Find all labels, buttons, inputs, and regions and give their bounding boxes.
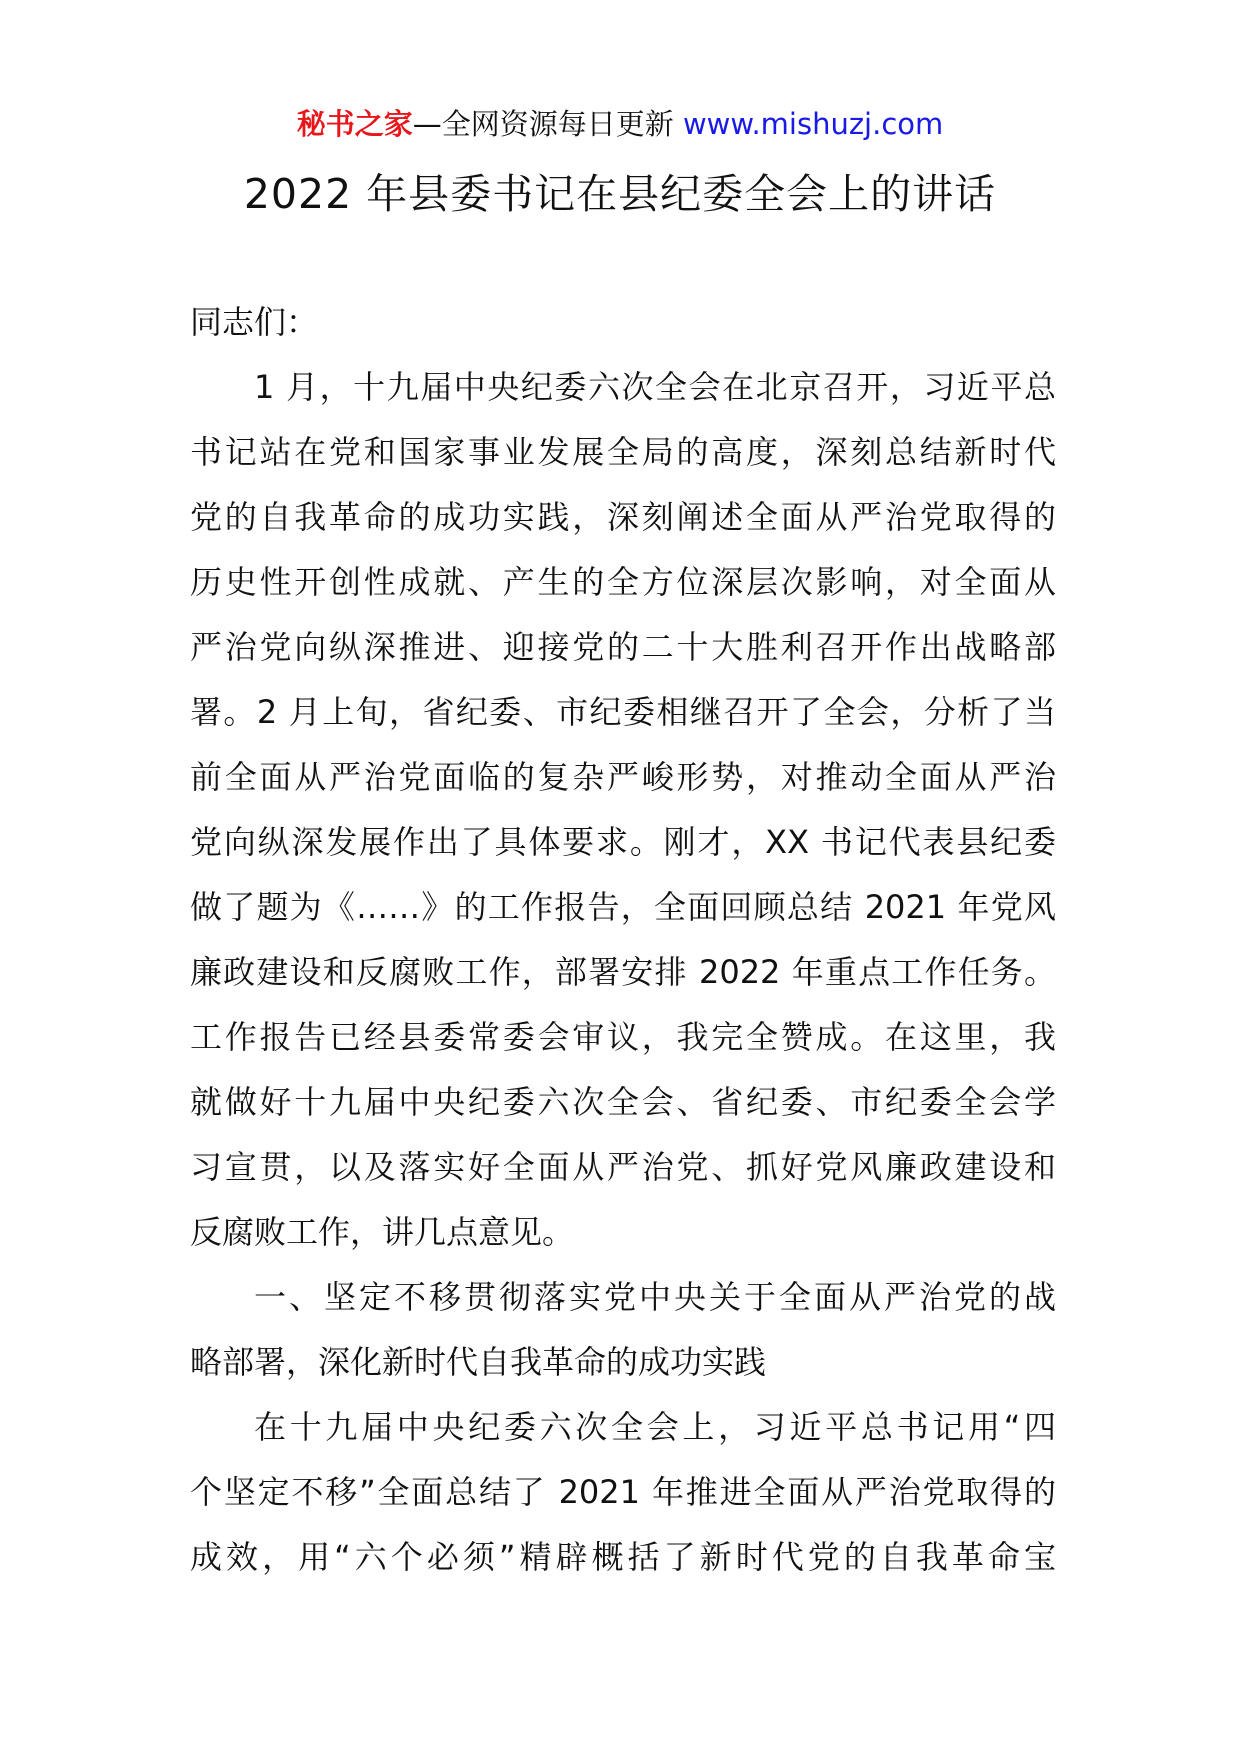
- paragraph-line: 就做好十九届中央纪委六次全会、省纪委、市纪委全会学: [190, 1083, 1056, 1121]
- paragraph-line: 廉政建设和反腐败工作，部署安排 2022 年重点工作任务。: [190, 953, 1056, 991]
- paragraph-line: 反腐败工作，讲几点意见。: [190, 1213, 575, 1251]
- site-brand: 秘书之家: [296, 107, 413, 141]
- paragraph-line: 成效，用“六个必须”精辟概括了新时代党的自我革命宝: [190, 1538, 1056, 1576]
- paragraph-line: 前全面从严治党面临的复杂严峻形势，对推动全面从严治: [190, 758, 1056, 796]
- paragraph-line: 工作报告已经县委常委会审议，我完全赞成。在这里，我: [190, 1018, 1056, 1056]
- paragraph-line: 做了题为《……》的工作报告，全面回顾总结 2021 年党风: [190, 888, 1056, 926]
- paragraph-line: 党向纵深发展作出了具体要求。刚才，XX 书记代表县纪委: [190, 823, 1056, 861]
- paragraph-line: 在十九届中央纪委六次全会上，习近平总书记用“四: [254, 1408, 1056, 1446]
- site-url-link[interactable]: www.mishuzj.com: [682, 107, 944, 141]
- heading-line: 一、坚定不移贯彻落实党中央关于全面从严治党的战: [254, 1278, 1056, 1316]
- paragraph-line: 书记站在党和国家事业发展全局的高度，深刻总结新时代: [190, 433, 1056, 471]
- paragraph-line: 历史性开创性成就、产生的全方位深层次影响，对全面从: [190, 563, 1056, 601]
- greeting: 同志们：: [190, 303, 319, 341]
- site-header: [0, 104, 1240, 144]
- paragraph-1: [190, 355, 1056, 1265]
- heading-line: 略部署，深化新时代自我革命的成功实践: [190, 1343, 767, 1381]
- paragraph-line: 1 月，十九届中央纪委六次全会在北京召开，习近平总: [254, 368, 1056, 406]
- section-heading-1: [190, 1265, 1056, 1395]
- paragraph-line: 个坚定不移”全面总结了 2021 年推进全面从严治党取得的: [190, 1473, 1056, 1511]
- paragraph-2: [190, 1395, 1056, 1590]
- document-title: 2022 年县委书记在县纪委全会上的讲话: [243, 170, 997, 218]
- paragraph-line: 严治党向纵深推进、迎接党的二十大胜利召开作出战略部: [190, 628, 1056, 666]
- site-slogan: —全网资源每日更新: [412, 107, 674, 141]
- paragraph-line: 党的自我革命的成功实践，深刻阐述全面从严治党取得的: [190, 498, 1056, 536]
- paragraph-line: 署。2 月上旬，省纪委、市纪委相继召开了全会，分析了当: [190, 693, 1056, 731]
- paragraph-line: 习宣贯，以及落实好全面从严治党、抓好党风廉政建设和: [190, 1148, 1056, 1186]
